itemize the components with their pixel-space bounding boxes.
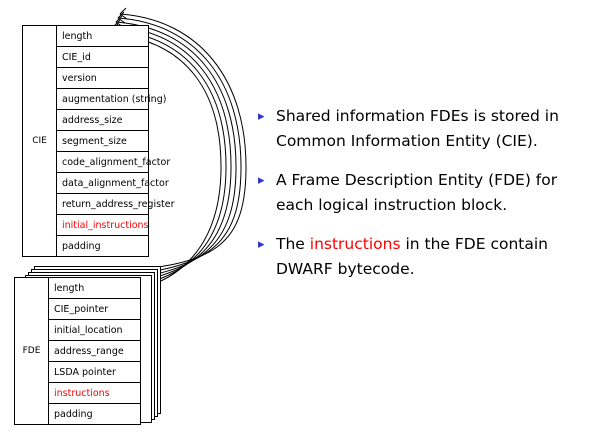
fde-struct-label: FDE [15, 278, 49, 424]
cie-field: code_alignment_factor [57, 152, 148, 173]
cie-field: augmentation (string) [57, 89, 148, 110]
fde-field: initial_location [49, 320, 140, 341]
cie-field: segment_size [57, 131, 148, 152]
bullet-text-segment: Shared information FDEs is stored in Common Information Entity (CIE). [276, 107, 559, 150]
list-item [258, 168, 588, 218]
fde-field: address_range [49, 341, 140, 362]
cie-struct [22, 25, 175, 257]
cie-field: padding [62, 241, 101, 252]
bullet-text [276, 104, 588, 154]
struct-diagram [0, 0, 270, 441]
bullet-text [276, 168, 588, 218]
list-item [258, 104, 588, 154]
fde-field: length [49, 278, 140, 299]
bullet-triangle-icon: ▸ [258, 237, 265, 252]
bullet-text-segment: A Frame Description Entity (FDE) for each logical instruction block. [276, 171, 558, 214]
bullet-triangle-icon: ▸ [258, 173, 265, 188]
fde-field: LSDA pointer [49, 362, 140, 383]
bullet-list [258, 104, 588, 296]
cie-field: version [57, 68, 148, 89]
bullet-text-segment: The [276, 235, 310, 253]
bullet-text-segment: in the FDE contain DWARF bytecode. [276, 235, 549, 278]
fde-field-list [49, 278, 140, 424]
fde-field-cie-pointer: CIE_pointer [49, 299, 140, 320]
list-item [258, 232, 588, 282]
fde-field: padding [54, 409, 93, 420]
cie-field: CIE_id [57, 47, 148, 68]
cie-field: data_alignment_factor [57, 173, 148, 194]
bullet-triangle-icon: ▸ [258, 109, 265, 124]
bullet-text [276, 232, 588, 282]
fde-struct [14, 277, 141, 425]
cie-struct-label: CIE [23, 26, 57, 256]
fde-field-instructions: instructions [49, 383, 140, 404]
cie-field-initial-instructions: initial_instructions [57, 215, 148, 236]
cie-field: length [57, 26, 148, 47]
cie-field: return_address_register [57, 194, 148, 215]
cie-field: address_size [57, 110, 148, 131]
cie-field-list [57, 26, 175, 256]
bullet-text-highlight: instructions [309, 235, 401, 253]
